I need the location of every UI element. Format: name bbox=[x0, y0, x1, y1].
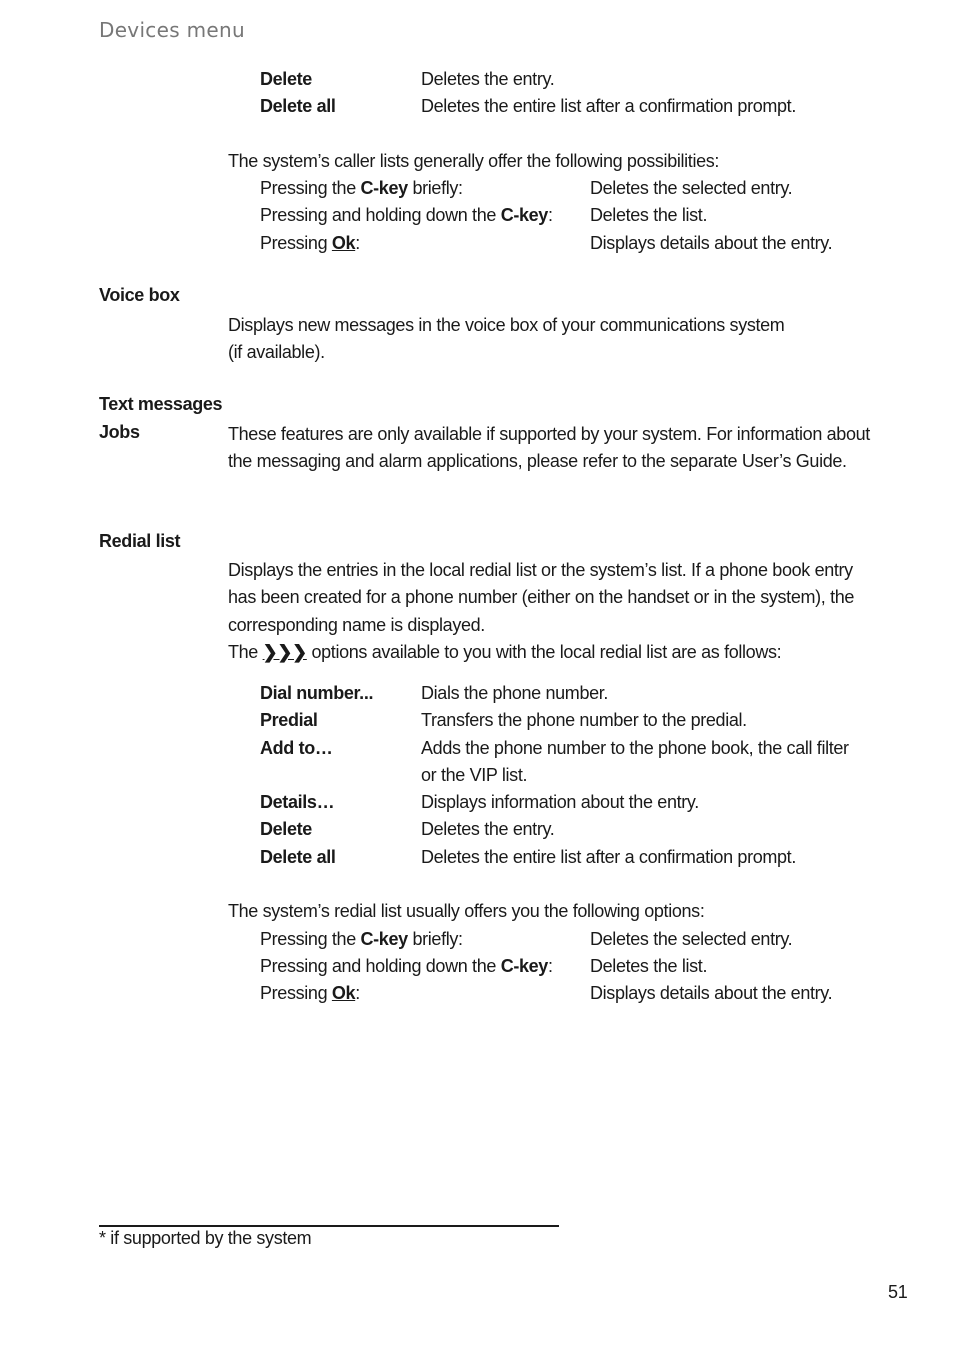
option-predial-desc: Transfers the phone number to the predial. bbox=[421, 710, 747, 730]
ok-key-label: Ok bbox=[331, 983, 356, 1003]
caller-system-row-ckey-hold-desc: Deletes the list. bbox=[590, 205, 708, 225]
footnote: * if supported by the system bbox=[99, 1228, 312, 1248]
caller-system-row-ok-desc: Displays details about the entry. bbox=[590, 233, 833, 253]
section-title-jobs: Jobs bbox=[99, 422, 140, 442]
option-dial-number-label: Dial number... bbox=[260, 683, 374, 703]
redial-system-intro: The system’s redial list usually offers you the following options: bbox=[228, 901, 705, 921]
option-add-to-label: Add to… bbox=[260, 738, 333, 758]
redial-system-row-ok-desc: Displays details about the entry. bbox=[590, 983, 833, 1003]
option-add-to-desc-line-2: or the VIP list. bbox=[421, 765, 528, 785]
option-dial-number-desc: Dials the phone number. bbox=[421, 683, 609, 703]
caller-system-row-ckey-hold: Pressing and holding down the C-key: bbox=[260, 205, 553, 225]
option-delete-label: Delete bbox=[260, 819, 312, 839]
redial-system-row-ckey-hold-desc: Deletes the list. bbox=[590, 956, 708, 976]
redial-system-row-ckey-brief: Pressing the C-key briefly: bbox=[260, 929, 463, 949]
option-delete-all-desc: Deletes the entire list after a confirmation prompt. bbox=[421, 96, 796, 116]
section-title-voice-box: Voice box bbox=[99, 285, 180, 305]
redial-description: Displays the entries in the local redial list or the system’s list. If a phone book entry has been created for a phone number (either on the handset or in the system), the corresponding name is displayed. bbox=[228, 560, 855, 635]
c-key-label: C-key bbox=[500, 205, 548, 225]
option-delete-all-label: Delete all bbox=[260, 847, 336, 867]
voice-box-line-1: Displays new messages in the voice box of your communications system bbox=[228, 315, 785, 335]
jobs-description: These features are only available if supported by your system. For information about the messaging and alarm applications, please refer to the separate User’s Guide. bbox=[228, 424, 870, 472]
section-title-text-messages: Text messages bbox=[99, 394, 223, 414]
caller-system-intro: The system’s caller lists generally offer the following possibilities: bbox=[228, 151, 720, 171]
caller-system-row-ckey-brief-desc: Deletes the selected entry. bbox=[590, 178, 793, 198]
option-delete-all-label: Delete all bbox=[260, 96, 336, 116]
option-details-label: Details… bbox=[260, 792, 335, 812]
option-details-desc: Displays information about the entry. bbox=[421, 792, 699, 812]
voice-box-line-2: (if available). bbox=[228, 342, 325, 362]
section-title-redial-list: Redial list bbox=[99, 531, 181, 551]
c-key-label: C-key bbox=[360, 178, 408, 198]
footnote-divider bbox=[99, 1225, 559, 1227]
option-add-to-desc: Adds the phone number to the phone book, the call filter bbox=[421, 738, 849, 758]
caller-system-row-ok: Pressing Ok: bbox=[260, 233, 360, 253]
redial-system-row-ckey-brief-desc: Deletes the selected entry. bbox=[590, 929, 793, 949]
option-delete-all-desc: Deletes the entire list after a confirmation prompt. bbox=[421, 847, 796, 867]
option-delete-desc: Deletes the entry. bbox=[421, 69, 555, 89]
option-delete-label: Delete bbox=[260, 69, 312, 89]
redial-options-intro: The ❯❯❯ options available to you with the local redial list are as follows: bbox=[228, 642, 782, 662]
page-number: 51 bbox=[888, 1282, 908, 1302]
option-delete-desc: Deletes the entry. bbox=[421, 819, 555, 839]
options-arrows-icon: ❯❯❯ bbox=[262, 642, 307, 662]
running-header: Devices menu bbox=[99, 18, 245, 42]
redial-system-row-ckey-hold: Pressing and holding down the C-key: bbox=[260, 956, 553, 976]
ok-key-label: Ok bbox=[331, 233, 356, 253]
redial-system-row-ok: Pressing Ok: bbox=[260, 983, 360, 1003]
option-predial-label: Predial bbox=[260, 710, 318, 730]
c-key-label: C-key bbox=[500, 956, 548, 976]
c-key-label: C-key bbox=[360, 929, 408, 949]
caller-system-row-ckey-brief: Pressing the C-key briefly: bbox=[260, 178, 463, 198]
